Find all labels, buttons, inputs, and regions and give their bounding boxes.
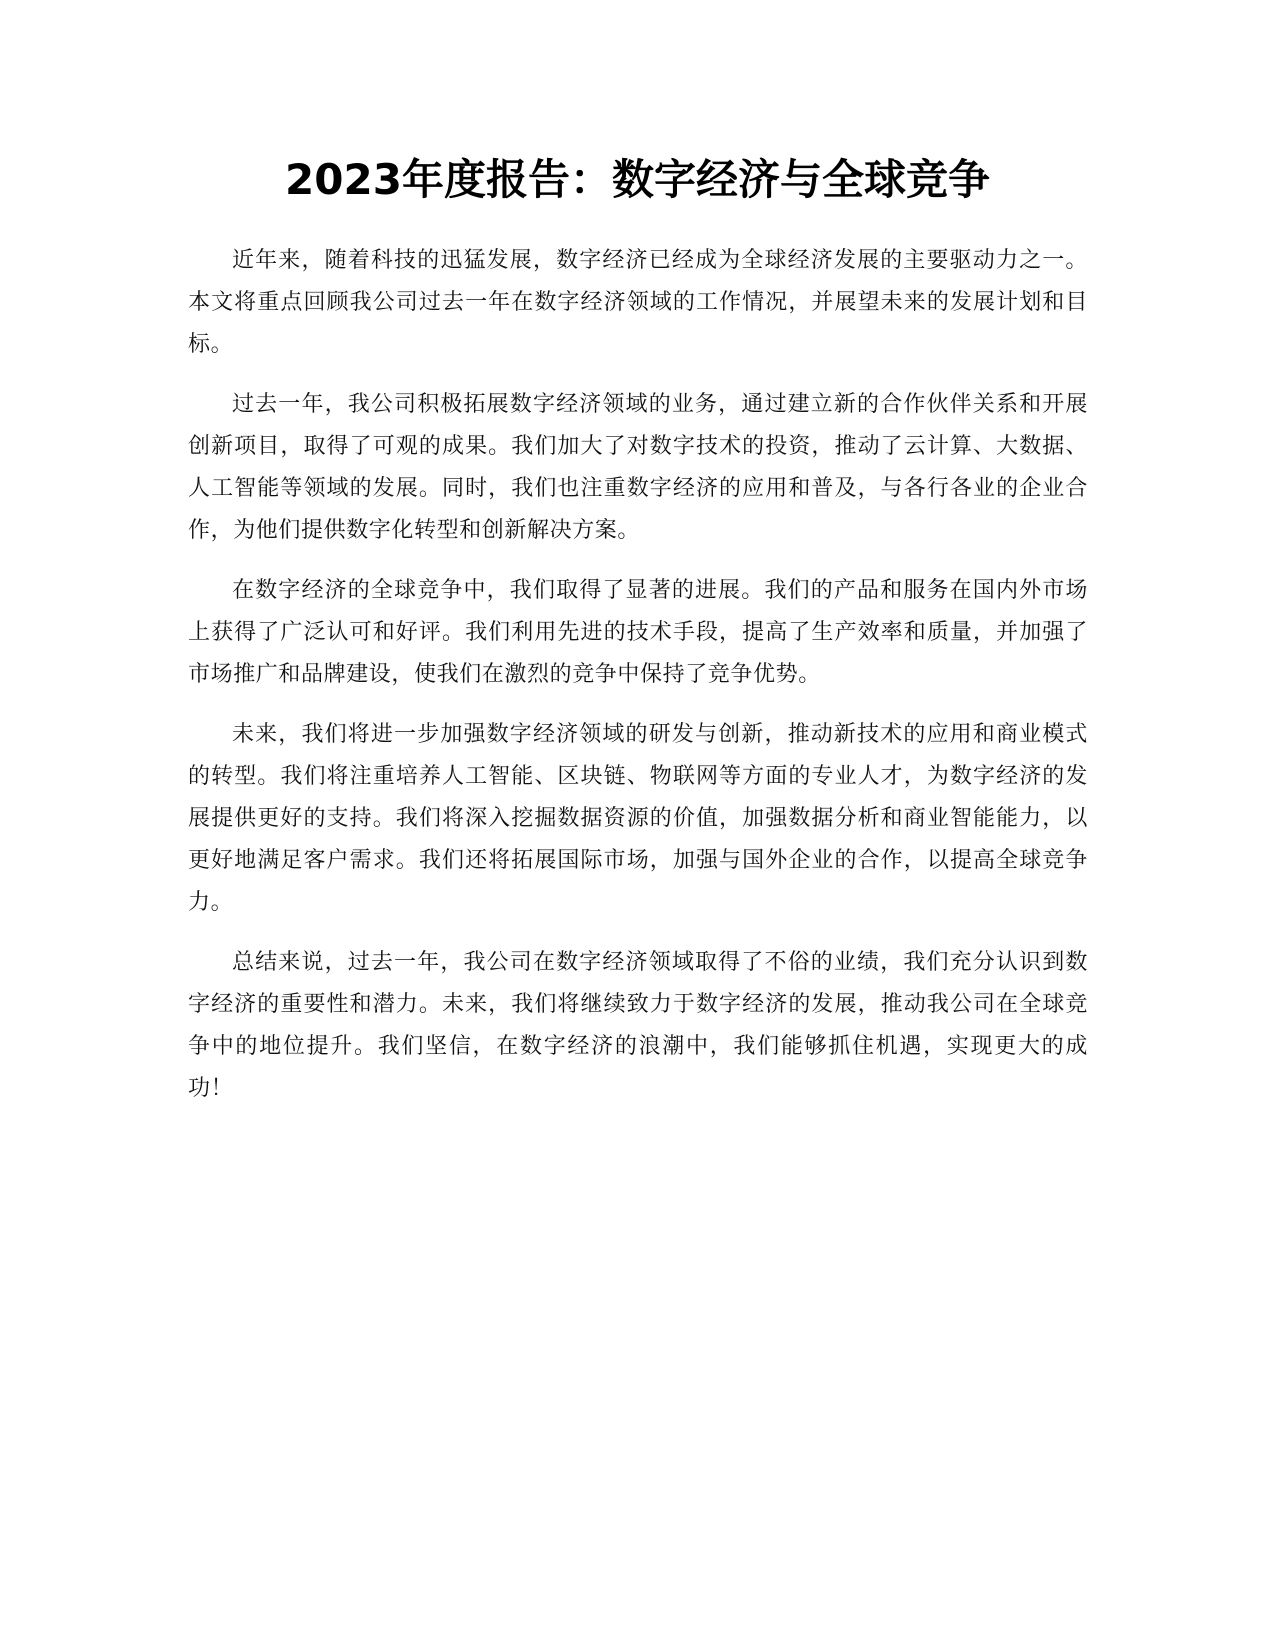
paragraph-global-competition: 在数字经济的全球竞争中，我们取得了显著的进展。我们的产品和服务在国内外市场上获得了广泛认可和好评。我们利用先进的技术手段，提高了生产效率和质量，并加强了市场推广和品牌建设，使我们在激烈的竞争中保持了竞争优势。 bbox=[188, 578, 1088, 687]
paragraph-intro: 近年来，随着科技的迅猛发展，数字经济已经成为全球经济发展的主要驱动力之一。本文将重点回顾我公司过去一年在数字经济领域的工作情况，并展望未来的发展计划和目标。 bbox=[188, 248, 1088, 357]
paragraph-conclusion: 总结来说，过去一年，我公司在数字经济领域取得了不俗的业绩，我们充分认识到数字经济的重要性和潜力。未来，我们将继续致力于数字经济的发展，推动我公司在全球竞争中的地位提升。我们坚信，在数字经济的浪潮中，我们能够抓住机遇，实现更大的成功！ bbox=[188, 950, 1088, 1101]
paragraph-future-plans: 未来，我们将进一步加强数字经济领域的研发与创新，推动新技术的应用和商业模式的转型。我们将注重培养人工智能、区块链、物联网等方面的专业人才，为数字经济的发展提供更好的支持。我们将深入挖掘数据资源的价值，加强数据分析和商业智能能力，以更好地满足客户需求。我们还将拓展国际市场，加强与国外企业的合作，以提高全球竞争力。 bbox=[188, 722, 1088, 915]
document-title: 2023年度报告：数字经济与全球竞争 bbox=[285, 155, 990, 204]
paragraph-past-year: 过去一年，我公司积极拓展数字经济领域的业务，通过建立新的合作伙伴关系和开展创新项目，取得了可观的成果。我们加大了对数字技术的投资，推动了云计算、大数据、人工智能等领域的发展。同时，我们也注重数字经济的应用和普及，与各行各业的企业合作，为他们提供数字化转型和创新解决方案。 bbox=[188, 392, 1088, 543]
document-body bbox=[188, 240, 1088, 1128]
